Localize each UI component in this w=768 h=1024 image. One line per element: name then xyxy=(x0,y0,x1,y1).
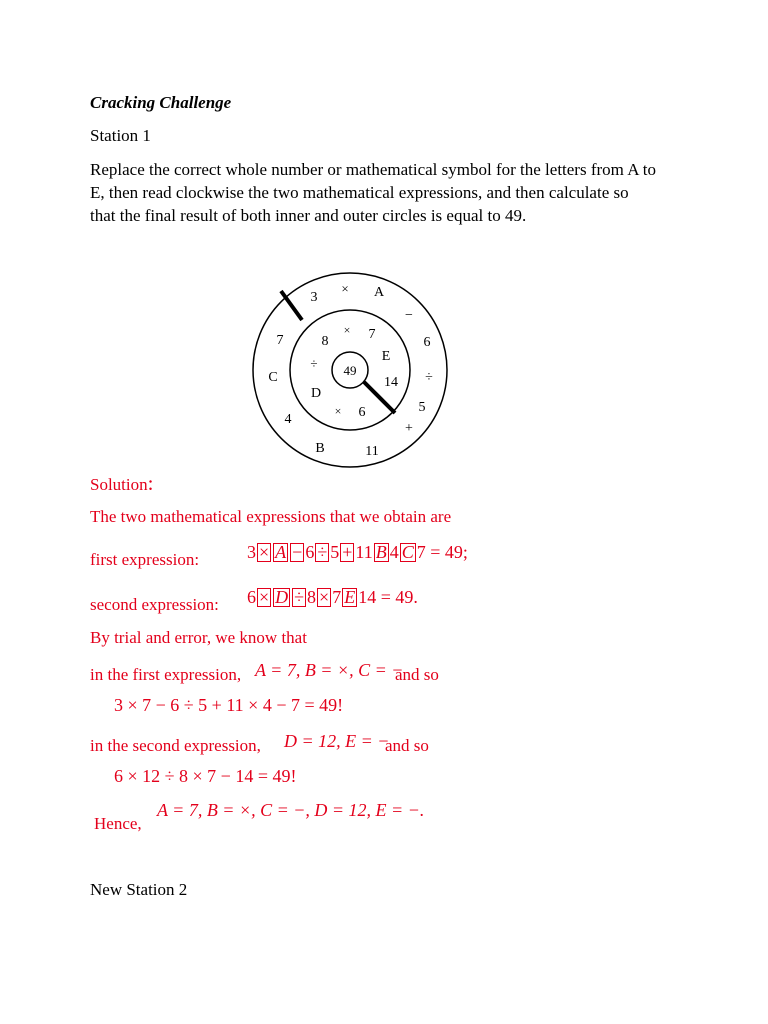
and-so-text: and so xyxy=(395,665,439,684)
solution-heading: Solution: xyxy=(90,471,154,495)
outer-label: 5 xyxy=(418,400,426,415)
outer-start-marker xyxy=(281,291,302,320)
first-case-values: A = 7, B = ×, C = − xyxy=(255,660,404,680)
blank-box: E xyxy=(344,587,356,607)
blank-box: A xyxy=(275,542,287,562)
instruction-line: that the final result of both inner and outer circles is equal to 49. xyxy=(90,206,527,225)
blank-box: B xyxy=(375,542,387,562)
inner-label: × xyxy=(334,404,342,418)
station-1-heading: Station 1 xyxy=(90,126,151,145)
inner-label: 8 xyxy=(321,334,329,349)
blank-box: × xyxy=(259,587,270,607)
hence-label: Hence, xyxy=(94,814,142,833)
first-expression: 3 × A − 6 ÷ 5 + 11 B 4 C 7 = 49; xyxy=(247,542,468,562)
first-case-label: in the first expression, xyxy=(90,665,242,684)
outer-label: 11 xyxy=(365,444,379,459)
hence-values: A = 7, B = ×, C = −, D = 12, E = −. xyxy=(157,800,425,820)
inner-label-E: E xyxy=(381,349,391,364)
center-value: 49 xyxy=(343,363,357,378)
outer-label-B: B xyxy=(315,441,325,456)
blank-box: − xyxy=(292,542,303,562)
outer-label: ÷ xyxy=(425,370,433,385)
inner-label: 7 xyxy=(368,327,376,342)
blank-box: ÷ xyxy=(317,542,328,562)
inner-label: × xyxy=(343,323,351,337)
and-so-text: and so xyxy=(385,736,429,755)
outer-label: × xyxy=(341,281,349,296)
first-calculation: 3 × 7 − 6 ÷ 5 + 11 × 4 − 7 = 49! xyxy=(114,695,344,715)
blank-box: ÷ xyxy=(294,587,305,607)
second-expression-label: second expression: xyxy=(90,595,219,614)
outer-label-C: C xyxy=(268,370,278,385)
second-calculation: 6 × 12 ÷ 8 × 7 − 14 = 49! xyxy=(114,766,297,786)
second-case-label: in the second expression, xyxy=(90,736,261,755)
outer-label-A: A xyxy=(373,285,385,300)
circle-puzzle-diagram xyxy=(245,258,455,468)
instruction-line: E, then read clockwise the two mathematical expressions, and then calculate so xyxy=(90,183,629,202)
second-expression: 6 × D ÷ 8 × 7 E 14 = 49. xyxy=(247,587,418,607)
outer-label: 6 xyxy=(423,335,431,350)
outer-label: − xyxy=(405,308,413,323)
inner-label: 14 xyxy=(384,375,398,390)
outer-label: + xyxy=(405,421,413,436)
blank-box: × xyxy=(319,587,330,607)
solution-intro: The two mathematical expressions that we obtain are xyxy=(90,507,452,526)
outer-label: 4 xyxy=(284,412,292,427)
trial-text: By trial and error, we know that xyxy=(90,628,307,647)
inner-label: 6 xyxy=(358,405,366,420)
inner-label-D: D xyxy=(310,386,322,401)
instructions-paragraph xyxy=(90,158,710,227)
blank-box: C xyxy=(401,542,414,562)
blank-box: D xyxy=(275,587,289,607)
instruction-line: Replace the correct whole number or mathematical symbol for the letters from A to xyxy=(90,160,657,179)
outer-label: 7 xyxy=(276,333,284,348)
page-title: Cracking Challenge xyxy=(90,93,232,112)
outer-label: 3 xyxy=(310,290,318,305)
inner-label: ÷ xyxy=(310,356,318,371)
second-case-values: D = 12, E = − xyxy=(284,731,390,751)
station-2-heading: New Station 2 xyxy=(90,880,188,899)
blank-box: × xyxy=(259,542,270,562)
blank-box: + xyxy=(342,542,353,562)
first-expression-label: first expression: xyxy=(90,550,200,569)
